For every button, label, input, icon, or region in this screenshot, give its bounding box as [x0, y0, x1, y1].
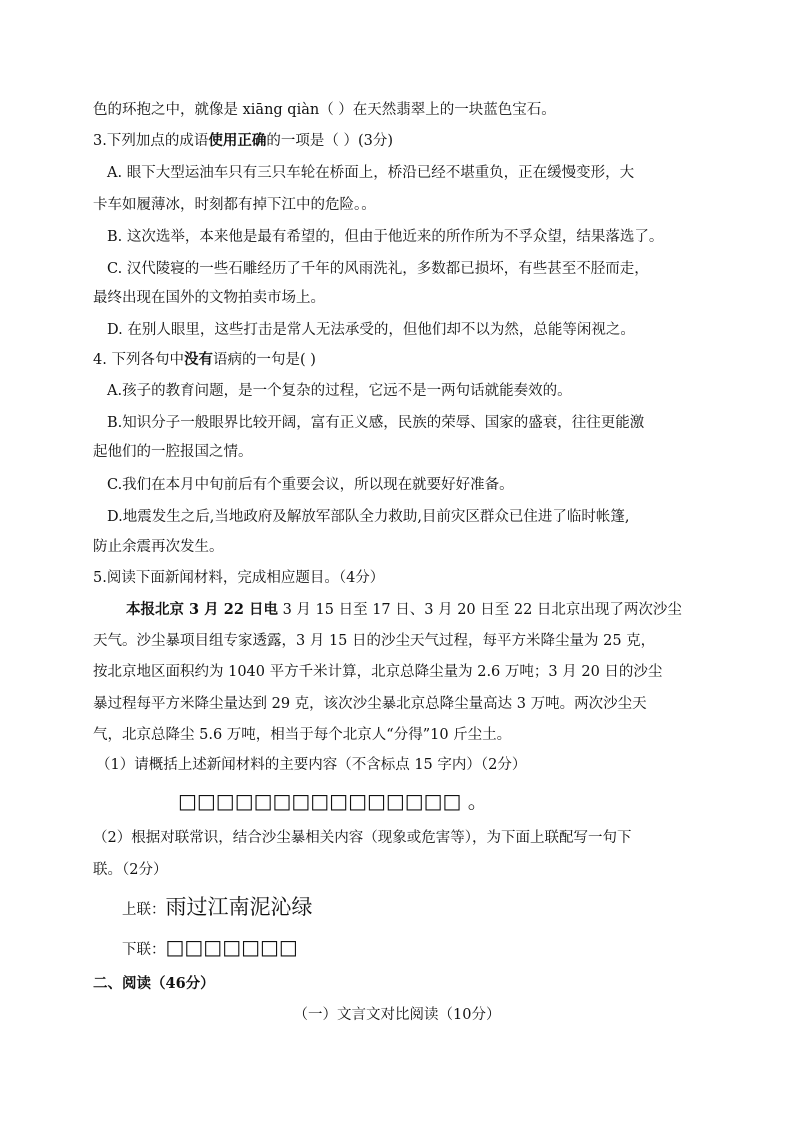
sub-question-2-cont: 联。（2分）: [93, 862, 168, 878]
q3-option-d: D. 在别人眼里，这些打击是常人无法承受的，但他们却不以为然，总能等闲视之。: [107, 322, 635, 338]
q4-text: 4. 下列各句中: [93, 352, 184, 368]
question-3: [93, 131, 393, 151]
question-4: [93, 350, 316, 370]
question-5: 5.阅读下面新闻材料，完成相应题目。（4分）: [93, 570, 385, 586]
sub-question-2: （2）根据对联常识，结合沙尘暴相关内容（现象或危害等），为下面上联配写一句下: [93, 830, 632, 846]
answer-boxes-15[interactable]: □□□□□□□□□□□□□□□ 。: [178, 789, 488, 813]
q3-option-a: A. 眼下大型运油车只有三只车轮在桥面上，桥沿已经不堪重负，正在缓慢变形，大: [107, 165, 635, 181]
news-line-4: 暴过程每平方米降尘量达到 29 克，该次沙尘暴北京总降尘量高达 3 万吨。两次沙尘天: [93, 696, 647, 712]
news-line-2: 天气。沙尘暴项目组专家透露，3 月 15 日的沙尘天气过程，每平方米降尘量为 25 克，: [93, 633, 656, 649]
q3-option-c-cont: 最终出现在国外的文物拍卖市场上。: [93, 290, 325, 306]
news-line-1: [126, 600, 682, 620]
couplet-upper: [122, 893, 313, 924]
news-line-5: 气，北京总降尘 5.6 万吨，相当于每个北京人“分得”10 斤尘土。: [93, 727, 512, 743]
q4-option-a: A.孩子的教育问题，是一个复杂的过程，它远不是一两句话就能奏效的。: [107, 383, 572, 399]
q3-option-c: C. 汉代陵寝的一些石雕经历了千年的风雨洗礼，多数都已损坏，有些甚至不胫而走，: [107, 261, 649, 277]
q4-option-d-cont: 防止余震再次发生。: [93, 539, 224, 555]
q4-option-b-cont: 起他们的一腔报国之情。: [93, 444, 253, 460]
couplet-lower-boxes[interactable]: □□□□□□□: [165, 935, 298, 959]
couplet-lower: [122, 934, 298, 963]
q4-bold: 没有: [183, 351, 213, 368]
sub-question-1: （1）请概括上述新闻材料的主要内容（不含标点 15 字内）（2分）: [96, 757, 527, 773]
section-subheading: （一）文言文对比阅读（10分）: [293, 1007, 501, 1023]
news-line-3: 按北京地区面积约为 1040 平方千米计算，北京总降尘量为 2.6 万吨；3 月 20 日的沙尘: [93, 664, 663, 680]
q4-option-d: D.地震发生之后,当地政府及解放军部队全力救助,目前灾区群众已住进了临时帐篷,: [107, 509, 630, 525]
q3-option-a-cont: 卡车如履薄冰，时刻都有掉下江中的危险。。: [93, 197, 376, 213]
couplet-upper-label: 上联：: [122, 902, 166, 918]
news-text: 3 月 15 日至 17 日、3 月 20 日至 22 日北京出现了两次沙尘: [277, 602, 682, 618]
q4-text-post: 语病的一句是( ): [212, 352, 316, 368]
q3-option-b: B. 这次选举，本来他是最有希望的，但由于他近来的所作所为不孚众望，结果落选了。: [107, 229, 664, 245]
q3-text-post: 的一项是（ ）(3分): [266, 133, 393, 149]
section-heading: 二、阅读（46分）: [93, 975, 215, 992]
couplet-lower-label: 下联：: [122, 942, 166, 958]
q3-text: 3.下列加点的成语: [93, 133, 209, 149]
q4-option-b: B.知识分子一般眼界比较开阔，富有正义感，民族的荣辱、国家的盛衰，往往更能激: [107, 415, 645, 431]
q4-option-c: C.我们在本月中旬前后有个重要会议，所以现在就要好好准备。: [107, 477, 514, 493]
couplet-upper-text: 雨过江南泥沁绿: [165, 895, 313, 919]
news-dateline: 本报北京 3 月 22 日电: [126, 601, 278, 618]
text-line: 色的环抱之中，就像是 xiāng qiàn（ ）在天然翡翠上的一块蓝色宝石。: [93, 102, 556, 118]
q3-bold: 使用正确: [208, 132, 267, 149]
